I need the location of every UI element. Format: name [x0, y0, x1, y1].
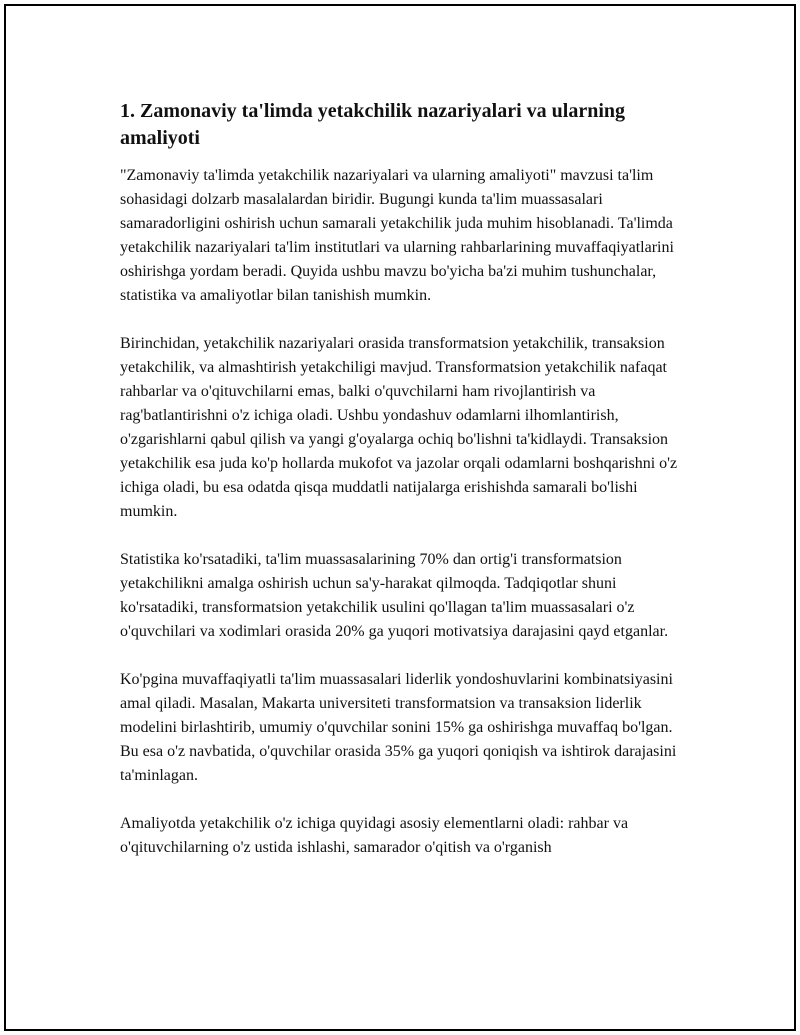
- paragraph-intro: "Zamonaviy ta'limda yetakchilik nazariyalari va ularning amaliyoti" mavzusi ta'lim sohasidagi dolzarb masalalardan biridir. Bugungi kunda ta'lim muassasalari samaradorligini oshirish uchun samarali yetakchilik juda muhim hisoblanadi. Ta'limda yetakchilik nazariyalari ta'lim institutlari va ularning rahbarlarining muvaffaqiyatlarini oshirishga yordam beradi. Quyida ushbu mavzu bo'yicha ba'zi muhim tushunchalar, statistika va amaliyotlar bilan tanishish mumkin.: [120, 167, 674, 304]
- section-title: 1. Zamonaviy ta'limda yetakchilik nazariyalari va ularning amaliyoti: [120, 100, 626, 149]
- paragraph-leadership-theories: Birinchidan, yetakchilik nazariyalari orasida transformatsion yetakchilik, transaksion yetakchilik, va almashtirish yetakchiligi mavjud. Transformatsion yetakchilik nafaqat rahbarlar va o'qituvchilarni emas, balki o'quvchilarni ham rivojlantirish va rag'batlantirishni o'z ichiga oladi. Ushbu yondashuv odamlarni ilhomlantirish, o'zgarishlarni qabul qilish va yangi g'oyalarga ochiq bo'lishni ta'kidlaydi. Transaksion yetakchilik esa juda ko'p hollarda mukofot va jazolar orqali odamlarni boshqarishni o'z ichiga oladi, bu esa odatda qisqa muddatli natijalarga erishishda samarali bo'lishi mumkin.: [120, 335, 678, 520]
- paragraph-practice: Amaliyotda yetakchilik o'z ichiga quyidagi asosiy elementlarni oladi: rahbar va o'qituvchilarning o'z ustida ishlashi, samarador o'qitish va o'rganish: [120, 815, 629, 856]
- page-frame: [4, 4, 796, 1031]
- paragraph-examples: Ko'pgina muvaffaqiyatli ta'lim muassasalari liderlik yondoshuvlarini kombinatsiyasini amal qiladi. Masalan, Makarta universiteti transformatsion va transaksion liderlik modelini birlashtirib, umumiy o'quvchilar sonini 15% ga oshirishga muvaffaq bo'lgan. Bu esa o'z navbatida, o'quvchilar orasida 35% ga yuqori qoniqish va ishtirok darajasini ta'minlagan.: [120, 671, 677, 784]
- paragraph-statistics: Statistika ko'rsatadiki, ta'lim muassasalarining 70% dan ortig'i transformatsion yetakchilikni amalga oshirish uchun sa'y-harakat qilmoqda. Tadqiqotlar shuni ko'rsatadiki, transformatsion yetakchilik usulini qo'llagan ta'lim muassasalari o'z o'quvchilari va xodimlari orasida 20% ga yuqori motivatsiya darajasini qayd etganlar.: [120, 551, 669, 640]
- document-body: [120, 98, 692, 884]
